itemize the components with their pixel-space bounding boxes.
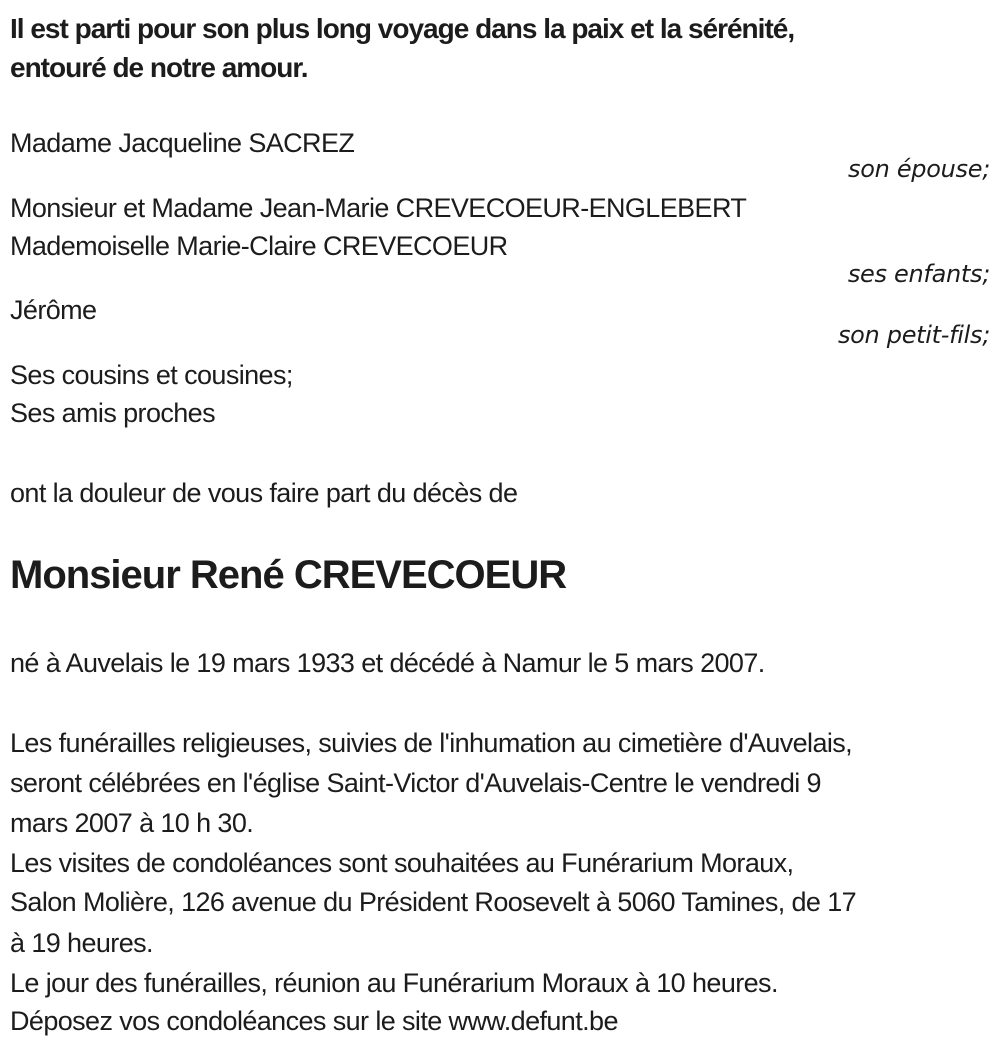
funeral-details-line-1: Les funérailles religieuses, suivies de l'inhumation au cimetière d'Auvelais, xyxy=(10,728,853,758)
friends-line: Ses amis proches xyxy=(10,398,215,428)
condolence-visits-line-2: Salon Molière, 126 avenue du Président Roosevelt à 5060 Tamines, de 17 xyxy=(10,887,857,917)
deceased-name-heading: Monsieur René CREVECOEUR xyxy=(10,553,567,597)
children-relation: ses enfants; xyxy=(847,260,990,288)
spouse-relation: son épouse; xyxy=(848,155,990,183)
website-condolences-line: Déposez vos condoléances sur le site www.defunt.be xyxy=(10,1006,618,1036)
grandson-name: Jérôme xyxy=(10,295,97,325)
funeral-details-line-3: mars 2007 à 10 h 30. xyxy=(10,808,254,838)
life-dates-line: né à Auvelais le 19 mars 1933 et décédé à Namur le 5 mars 2007. xyxy=(10,648,765,678)
epitaph-line-2: entouré de notre amour. xyxy=(10,52,308,83)
spouse-name: Madame Jacqueline SACREZ xyxy=(10,128,355,158)
epitaph-line-1: Il est parti pour son plus long voyage dans la paix et la sérénité, xyxy=(10,13,795,44)
children-name-2: Mademoiselle Marie-Claire CREVECOEUR xyxy=(10,231,508,261)
grandson-relation: son petit-fils; xyxy=(837,321,990,349)
condolence-visits-line-1: Les visites de condoléances sont souhaitées au Funérarium Moraux, xyxy=(10,848,794,878)
funeral-details-line-2: seront célébrées en l'église Saint-Victor d'Auvelais-Centre le vendredi 9 xyxy=(10,768,821,798)
cousins-line: Ses cousins et cousines; xyxy=(10,360,293,390)
condolence-visits-line-3: à 19 heures. xyxy=(10,928,153,958)
children-name-1: Monsieur et Madame Jean-Marie CREVECOEUR-ENGLEBERT xyxy=(10,193,747,223)
funeral-day-meeting-line: Le jour des funérailles, réunion au Funérarium Moraux à 10 heures. xyxy=(10,968,778,998)
announcement-intro: ont la douleur de vous faire part du décès de xyxy=(10,478,518,508)
